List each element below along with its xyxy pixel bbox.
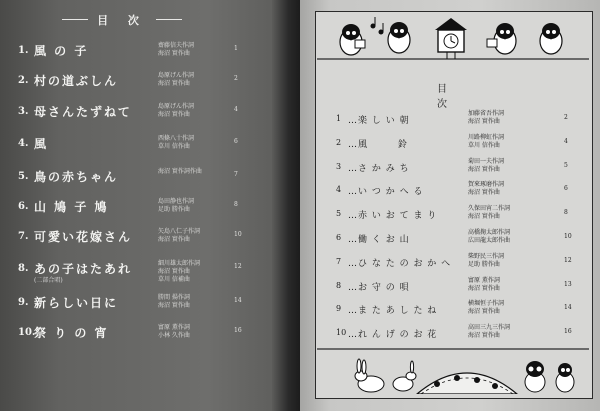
entry-number: 1 — [336, 114, 342, 123]
toc-entry — [336, 277, 576, 299]
credit-line: 海沼 實作曲 — [468, 332, 500, 340]
entry-page-number: 10 — [564, 233, 572, 240]
credit-line: 加藤省吾作詞 — [468, 110, 505, 117]
left-page-title: 目 次 — [62, 12, 182, 28]
credit-line: 海沼 實作曲 — [158, 268, 190, 275]
entry-page-number: 10 — [234, 231, 242, 238]
toc-entry — [18, 322, 244, 348]
toc-entry — [18, 70, 244, 96]
credit-line: 高橋掬太郎作詞 — [468, 229, 511, 236]
entry-credits — [158, 168, 202, 176]
entry-page-number: 12 — [564, 256, 572, 264]
entry-page-number: 2 — [564, 114, 568, 121]
entry-credits — [158, 135, 194, 151]
credit-line: 海沼 實作詞作曲 — [158, 168, 202, 175]
entry-credits — [468, 158, 504, 174]
entry-number: 1. — [18, 45, 29, 56]
entry-credits — [158, 228, 200, 244]
entry-number: 6. — [18, 201, 29, 212]
toc-entry — [336, 134, 576, 156]
entry-number: 7. — [18, 231, 29, 242]
entry-credits — [468, 205, 510, 221]
credit-line: 海沼 實作曲 — [158, 302, 190, 309]
entry-page-number: 5 — [564, 161, 568, 169]
credit-line: 足助 勝作曲 — [158, 206, 190, 213]
entry-number: 2. — [18, 75, 29, 86]
entry-page-number: 16 — [234, 327, 242, 334]
credit-line: 細川雄太郎作詞 — [158, 260, 201, 267]
toc-entry — [18, 133, 244, 159]
toc-entry — [336, 229, 576, 251]
entry-title: 村の道ぶしん — [34, 74, 119, 88]
entry-number: 3. — [18, 106, 29, 117]
toc-entry — [336, 205, 576, 227]
entry-credits — [468, 181, 504, 197]
entry-number: 7 — [336, 256, 342, 266]
credit-line: 海沼 實作曲 — [158, 236, 190, 243]
entry-title: 可愛い花嫁さん — [34, 230, 133, 244]
entry-title: …風 鈴 — [348, 139, 409, 150]
entry-page-number: 1 — [234, 45, 238, 52]
toc-entry — [18, 292, 244, 318]
entry-title: …お 守 の 唄 — [348, 282, 410, 293]
entry-title: 祭 り の 宵 — [34, 326, 109, 340]
entry-credits — [468, 277, 500, 293]
entry-credits — [158, 103, 194, 119]
entry-number: 4 — [336, 185, 342, 195]
entry-title: 母さんたずねて — [34, 105, 132, 119]
credit-line: 富原 薫作詞 — [158, 324, 190, 331]
entry-number: 8 — [336, 280, 342, 290]
entry-title: あの子はたあれ — [34, 262, 133, 276]
credit-line: 足助 勝作曲 — [468, 260, 500, 268]
top-illustration-band — [317, 14, 589, 60]
credit-line: 海沼 實作曲 — [468, 118, 500, 125]
entry-credits — [468, 253, 504, 269]
credit-line: 高田三九三作詞 — [468, 324, 511, 332]
entry-number: 2 — [336, 137, 342, 147]
credit-line: 海沼 實作曲 — [158, 111, 190, 118]
entry-page-number: 7 — [234, 171, 238, 178]
entry-subtitle: (二部合唱) — [34, 277, 63, 284]
toc-entry — [18, 40, 244, 66]
entry-credits — [468, 229, 510, 245]
credit-line: 柴野民三作詞 — [468, 252, 505, 260]
credit-line: 川路柳虹作詞 — [468, 133, 505, 141]
entry-page-number: 4 — [234, 106, 238, 113]
credit-line: 島原げん作詞 — [158, 72, 195, 79]
entry-title: 風 の 子 — [34, 44, 89, 58]
bottom-illustration-band — [317, 348, 589, 394]
credit-line: 齋藤信夫作詞 — [158, 42, 195, 49]
credit-line: 矢島八仁子作詞 — [158, 228, 201, 235]
credit-line: 海沼 實作曲 — [158, 50, 190, 57]
entry-title: …さ か み ち — [348, 163, 410, 174]
entry-credits — [468, 134, 504, 150]
credit-line: 海沼 實作曲 — [468, 308, 500, 316]
toc-entry — [336, 181, 576, 203]
entry-title: 山 鳩 子 鳩 — [34, 200, 109, 214]
entry-title: …楽 し い 朝 — [348, 116, 410, 126]
credit-line: 富原 薫作詞 — [468, 276, 500, 284]
toc-entry — [336, 110, 576, 132]
credit-line: 草川 信作曲 — [468, 141, 500, 149]
entry-number: 4. — [18, 138, 29, 149]
credit-line: 小林 久作曲 — [158, 332, 190, 339]
credit-line: 賀來琢磨作詞 — [468, 181, 505, 189]
credit-line: 菊田一夫作詞 — [468, 157, 505, 165]
toc-entry — [18, 226, 244, 252]
toc-entry — [336, 324, 576, 346]
credit-line: 久保田宵二作詞 — [468, 205, 511, 213]
entry-credits — [468, 110, 504, 126]
toc-entry — [336, 300, 576, 322]
entry-credits — [158, 324, 190, 340]
entry-title: 新らしい日に — [34, 296, 119, 310]
credit-line: 勝間 揚作詞 — [158, 294, 190, 301]
squirrel-icon — [556, 363, 574, 392]
entry-page-number: 13 — [564, 280, 572, 288]
toc-entry — [18, 101, 244, 127]
entry-title: …赤 い お て ま り — [348, 211, 438, 222]
right-page-title: 目 次 — [437, 84, 463, 110]
toc-entry — [336, 158, 576, 180]
entry-page-number: 16 — [564, 328, 572, 336]
entry-number: 5 — [336, 209, 342, 219]
credit-line: 海沼 實作曲 — [158, 80, 190, 87]
entry-number: 9 — [336, 304, 342, 314]
entry-page-number: 2 — [234, 75, 238, 82]
entry-page-number: 12 — [234, 263, 242, 270]
credit-line: 島原げん作詞 — [158, 103, 195, 110]
credit-line: 海沼 實作曲 — [468, 284, 500, 292]
entry-credits — [158, 198, 194, 214]
raccoon-icon — [525, 361, 545, 392]
entry-number: 9. — [18, 297, 29, 308]
credit-line: 西條八十作詞 — [158, 135, 195, 142]
toc-entry — [18, 166, 244, 192]
entry-number: 6 — [336, 233, 342, 242]
entry-page-number: 8 — [564, 209, 568, 217]
entry-credits — [468, 324, 510, 340]
entry-page-number: 14 — [234, 297, 242, 304]
credit-line: 広田龍太郎作曲 — [468, 237, 511, 244]
entry-title: …い つ か へ る — [348, 187, 424, 198]
book-gutter — [272, 0, 302, 411]
credit-line: 島田静也作詞 — [158, 198, 195, 205]
entry-page-number: 6 — [234, 138, 238, 145]
entry-title: 鳥の赤ちゃん — [34, 170, 119, 184]
entry-title: …ま た あ し た ね — [348, 306, 438, 317]
entry-number: 10 — [336, 328, 347, 338]
entry-title: …れ ん げ の お 花 — [348, 330, 438, 341]
credit-line: 草川 信補曲 — [158, 276, 190, 283]
entry-title: …働 く お 山 — [348, 235, 410, 245]
entry-number: 3 — [336, 161, 342, 171]
toc-entry — [18, 196, 244, 222]
entry-credits — [158, 260, 200, 284]
entry-title: …ひ な た の お か へ — [348, 258, 452, 269]
entry-page-number: 4 — [564, 137, 568, 145]
singing-bird-icon — [388, 22, 410, 53]
entry-page-number: 8 — [234, 201, 238, 208]
entry-title: 風 — [34, 137, 49, 151]
credit-line: 海沼 實作曲 — [468, 189, 500, 197]
entry-number: 10. — [18, 327, 36, 338]
toc-entry — [336, 253, 576, 275]
entry-page-number: 14 — [564, 304, 572, 312]
toc-entry — [18, 258, 244, 284]
entry-number: 5. — [18, 171, 29, 182]
entry-credits — [158, 294, 190, 310]
entry-number: 8. — [18, 263, 29, 274]
credit-line: 海沼 實作曲 — [468, 165, 500, 173]
credit-line: 横堀恒子作詞 — [468, 300, 505, 308]
singing-bird-icon — [540, 23, 562, 54]
credit-line: 草川 信作曲 — [158, 143, 190, 150]
credit-line: 海沼 實作曲 — [468, 213, 500, 221]
entry-credits — [158, 72, 194, 88]
entry-credits — [468, 300, 504, 316]
entry-credits — [158, 42, 194, 58]
entry-page-number: 6 — [564, 185, 568, 193]
